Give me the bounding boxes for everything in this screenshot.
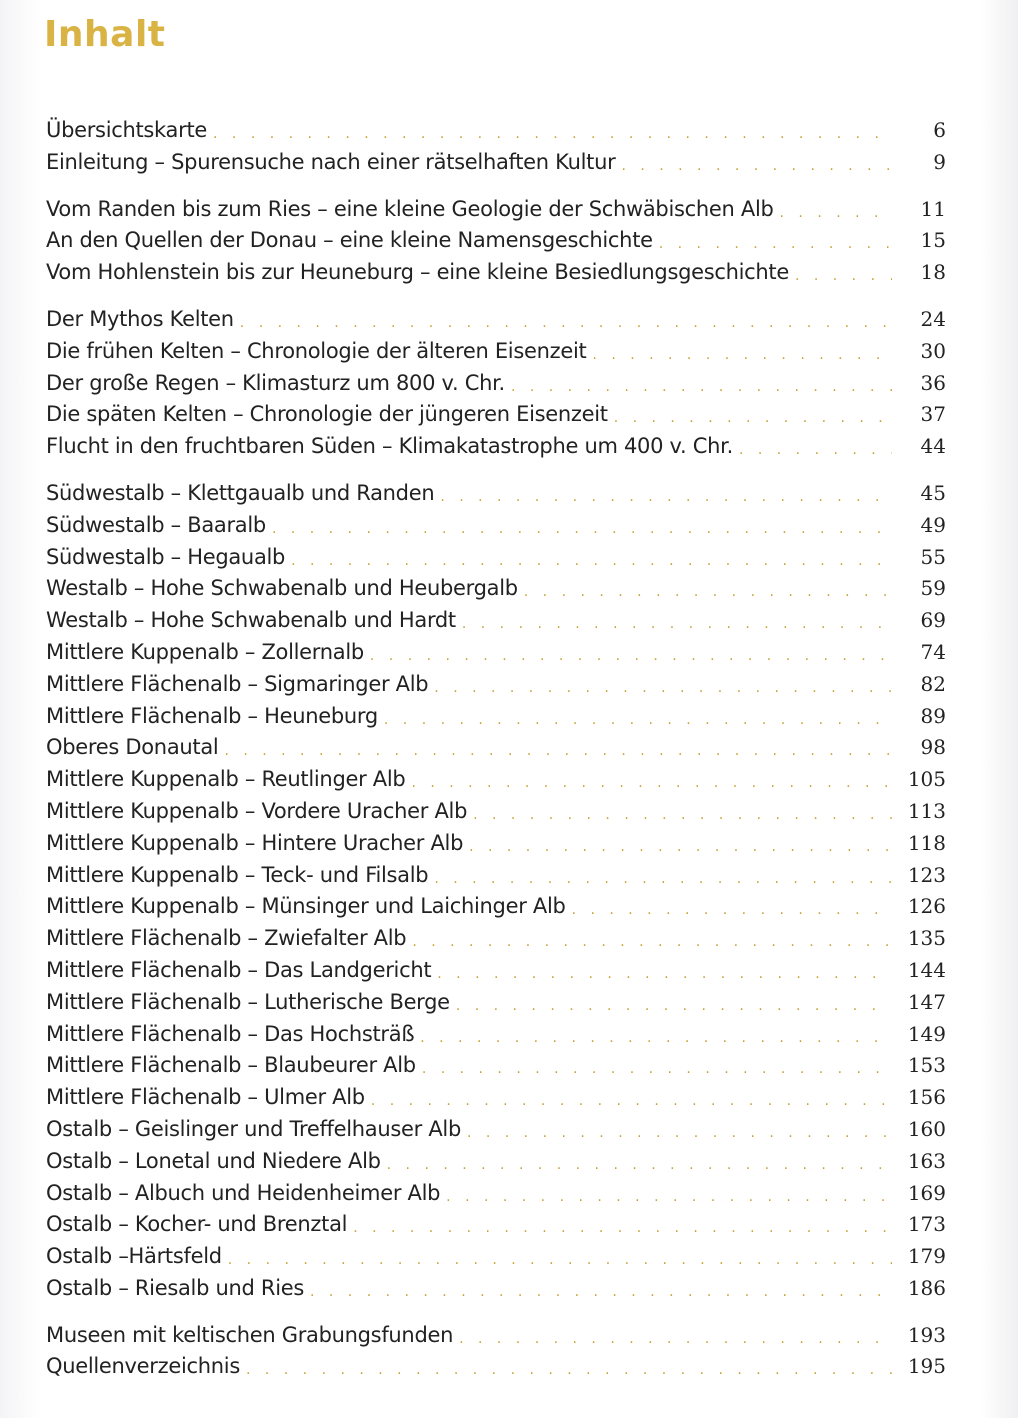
toc-entry-page-number: 30 [920,338,946,363]
toc-entry[interactable] [46,399,946,431]
toc-entry-page-number: 163 [907,1148,946,1173]
page-title: Inhalt [44,14,166,55]
dot-leader [659,229,892,261]
dot-leader [511,372,892,404]
dot-leader [795,261,892,293]
dot-leader [384,705,892,737]
toc-entry-label: Mittlere Flächenalb – Ulmer Alb [46,1085,365,1110]
toc-entry-label: Mittlere Flächenalb – Lutherische Berge [46,989,450,1014]
dot-leader [456,991,892,1023]
toc-group [46,115,946,179]
toc-entry-label: An den Quellen der Donau – eine kleine Namensgeschichte [46,228,653,253]
toc-entry[interactable] [46,510,946,542]
toc-entry[interactable] [46,732,946,764]
toc-entry-page-number: 9 [933,149,946,174]
toc-entry[interactable] [46,1050,946,1082]
toc-entry-page-number: 44 [920,434,946,459]
table-of-contents [46,115,946,1383]
toc-entry[interactable] [46,115,946,147]
toc-entry-page-number: 118 [907,830,946,855]
toc-entry[interactable] [46,573,946,605]
toc-entry-label: Mittlere Flächenalb – Sigmaringer Alb [46,671,429,696]
toc-entry-page-number: 160 [907,1116,946,1141]
toc-entry[interactable] [46,637,946,669]
toc-entry-label: Westalb – Hohe Schwabenalb und Hardt [46,608,456,633]
toc-entry-page-number: 11 [920,196,946,221]
toc-entry[interactable] [46,478,946,510]
toc-entry-page-number: 37 [920,402,946,427]
dot-leader [420,1023,892,1055]
toc-entry-label: Mittlere Kuppenalb – Hintere Uracher Alb [46,830,464,855]
toc-entry[interactable] [46,336,946,368]
dot-leader [272,514,892,546]
toc-entry[interactable] [46,1019,946,1051]
toc-entry-page-number: 147 [907,989,946,1014]
toc-entry-label: Übersichtskarte [46,118,208,142]
toc-entry-label: Ostalb – Lonetal und Niedere Alb [46,1148,381,1173]
dot-leader [246,1355,892,1387]
toc-entry[interactable] [46,923,946,955]
dot-leader [422,1054,892,1086]
toc-entry-label: Oberes Donautal [46,735,219,760]
dot-leader [469,832,892,864]
toc-entry-page-number: 135 [907,926,946,951]
toc-entry-page-number: 98 [920,735,946,760]
toc-entry-page-number: 55 [920,544,946,569]
toc-entry-page-number: 149 [907,1021,946,1046]
toc-entry-label: Mittlere Flächenalb – Blaubeurer Alb [46,1053,416,1078]
toc-entry-page-number: 74 [920,639,946,664]
toc-entry-page-number: 15 [920,228,946,253]
dot-leader [739,435,892,467]
toc-group [46,194,946,289]
toc-entry-page-number: 6 [933,118,946,142]
toc-entry[interactable] [46,860,946,892]
toc-entry[interactable] [46,796,946,828]
toc-entry-page-number: 156 [907,1085,946,1110]
toc-entry-page-number: 193 [907,1322,946,1347]
toc-entry[interactable] [46,701,946,733]
dot-leader [524,577,892,609]
dot-leader [387,1150,892,1182]
toc-entry[interactable] [46,669,946,701]
toc-entry[interactable] [46,891,946,923]
toc-entry-page-number: 36 [920,370,946,395]
toc-entry-label: Mittlere Flächenalb – Das Hochsträß [46,1021,415,1046]
toc-entry-page-number: 126 [907,894,946,919]
dot-leader [621,151,892,183]
toc-entry-page-number: 123 [907,862,946,887]
toc-entry-label: Vom Randen bis zum Ries – eine kleine Geologie der Schwäbischen Alb [46,196,774,221]
toc-entry-label: Mittlere Kuppenalb – Zollernalb [46,639,364,664]
toc-entry[interactable] [46,1114,946,1146]
toc-entry-label: Ostalb – Albuch und Heidenheimer Alb [46,1180,441,1205]
toc-entry[interactable] [46,828,946,860]
dot-leader [467,1118,892,1150]
toc-entry-label: Einleitung – Spurensuche nach einer rätselhaften Kultur [46,149,616,174]
toc-entry-page-number: 69 [920,608,946,633]
toc-entry-label: Südwestalb – Klettgaualb und Randen [46,480,435,505]
dot-leader [412,927,892,959]
toc-entry[interactable] [46,1146,946,1178]
toc-entry[interactable] [46,955,946,987]
toc-entry-label: Ostalb – Riesalb und Ries [46,1275,304,1300]
toc-entry-label: Mittlere Kuppenalb – Reutlinger Alb [46,767,406,792]
toc-entry-page-number: 89 [920,703,946,728]
toc-entry-page-number: 113 [907,798,946,823]
toc-entry[interactable] [46,605,946,637]
toc-entry-page-number: 18 [920,260,946,285]
dot-leader [371,1086,892,1118]
toc-entry[interactable] [46,1320,946,1352]
toc-entry[interactable] [46,194,946,226]
toc-entry[interactable] [46,431,946,463]
toc-entry[interactable] [46,1082,946,1114]
toc-group [46,304,946,463]
dot-leader [462,609,892,641]
toc-entry[interactable] [46,1178,946,1210]
dot-leader [353,1213,892,1245]
dot-leader [446,1182,892,1214]
toc-entry-label: Südwestalb – Baaralb [46,512,266,537]
toc-entry-label: Ostalb –Härtsfeld [46,1244,222,1269]
toc-entry-label: Mittlere Flächenalb – Heuneburg [46,703,378,728]
dot-leader [459,1324,892,1356]
toc-entry-label: Ostalb – Kocher- und Brenztal [46,1212,348,1237]
toc-entry-label: Mittlere Kuppenalb – Teck- und Filsalb [46,862,429,887]
dot-leader [437,959,892,991]
toc-entry-label: Der Mythos Kelten [46,306,234,331]
toc-entry-page-number: 179 [907,1244,946,1269]
toc-entry[interactable] [46,225,946,257]
toc-entry-label: Vom Hohlenstein bis zur Heuneburg – eine kleine Besiedlungsgeschichte [46,260,789,285]
toc-entry-page-number: 144 [907,957,946,982]
toc-entry-label: Museen mit keltischen Grabungsfunden [46,1322,454,1347]
toc-group [46,478,946,1305]
toc-entry-label: Der große Regen – Klimasturz um 800 v. Chr. [46,370,505,395]
toc-entry-label: Südwestalb – Hegaualb [46,544,286,569]
toc-entry-label: Die frühen Kelten – Chronologie der älteren Eisenzeit [46,338,587,363]
toc-entry[interactable] [46,542,946,574]
toc-entry[interactable] [46,764,946,796]
toc-entry-label: Mittlere Kuppenalb – Münsinger und Laichinger Alb [46,894,566,919]
dot-leader [614,403,892,435]
toc-entry-page-number: 186 [907,1275,946,1300]
toc-entry-page-number: 105 [907,767,946,792]
dot-leader [291,546,892,578]
toc-entry-page-number: 82 [920,671,946,696]
toc-entry-page-number: 169 [907,1180,946,1205]
toc-entry-page-number: 173 [907,1212,946,1237]
dot-leader [572,895,892,927]
toc-entry[interactable] [46,368,946,400]
toc-entry-page-number: 49 [920,512,946,537]
dot-leader [592,340,892,372]
dot-leader [224,736,892,768]
toc-entry-page-number: 45 [920,480,946,505]
toc-entry[interactable] [46,987,946,1019]
dot-leader [228,1245,892,1277]
toc-entry[interactable] [46,304,946,336]
dot-leader [411,768,892,800]
dot-leader [780,198,892,230]
toc-entry-label: Die späten Kelten – Chronologie der jüngeren Eisenzeit [46,402,608,427]
dot-leader [310,1277,892,1309]
toc-entry-page-number: 153 [907,1053,946,1078]
dot-leader [240,308,892,340]
toc-entry-label: Westalb – Hohe Schwabenalb und Heubergalb [46,576,518,601]
dot-leader [440,482,892,514]
toc-entry[interactable] [46,1351,946,1383]
toc-entry-page-number: 24 [920,306,946,331]
toc-entry-label: Quellenverzeichnis [46,1354,240,1379]
dot-leader [434,864,892,896]
toc-entry[interactable] [46,147,946,179]
dot-leader [473,800,892,832]
dot-leader [434,673,892,705]
toc-group [46,1320,946,1384]
toc-entry[interactable] [46,1273,946,1305]
toc-entry-page-number: 195 [907,1354,946,1379]
toc-entry-label: Ostalb – Geislinger und Treffelhauser Alb [46,1116,461,1141]
toc-entry[interactable] [46,1209,946,1241]
toc-entry[interactable] [46,1241,946,1273]
toc-entry-label: Flucht in den fruchtbaren Süden – Klimakatastrophe um 400 v. Chr. [46,434,733,459]
toc-entry[interactable] [46,257,946,289]
dot-leader [370,641,892,673]
toc-entry-label: Mittlere Flächenalb – Das Landgericht [46,957,432,982]
toc-entry-label: Mittlere Flächenalb – Zwiefalter Alb [46,926,407,951]
toc-entry-page-number: 59 [920,576,946,601]
toc-entry-label: Mittlere Kuppenalb – Vordere Uracher Alb [46,798,468,823]
dot-leader [213,119,892,151]
